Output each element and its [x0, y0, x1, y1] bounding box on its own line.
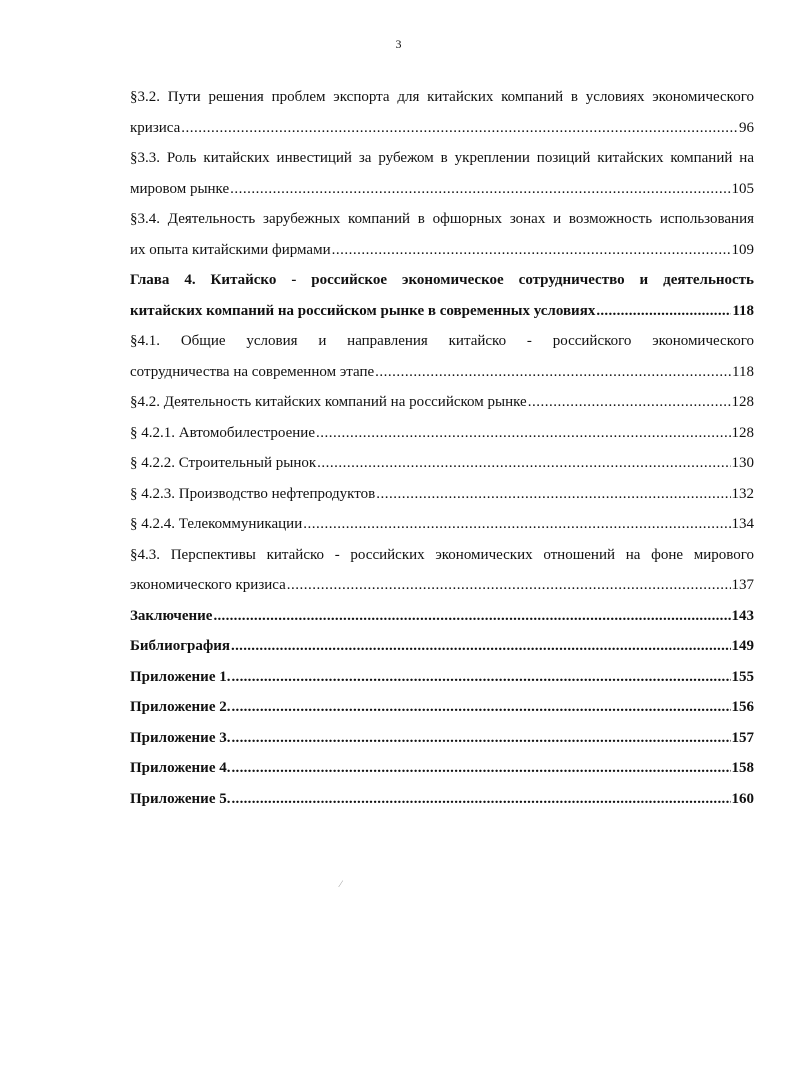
toc-page-number: 134: [731, 516, 754, 532]
dot-leader: [231, 631, 730, 662]
toc-page-number: 132: [731, 485, 754, 502]
toc-entry-title: § 4.2.4. Телекоммуникации: [130, 516, 303, 532]
toc-page-number: 155: [731, 668, 754, 685]
toc-entry-appendix-1[interactable]: [130, 662, 754, 693]
toc-page-number: 137: [731, 577, 754, 593]
dot-leader: [231, 753, 730, 784]
toc-entry-3-3[interactable]: [130, 143, 754, 204]
toc-entry-title: § 4.2.3. Производство нефтепродуктов: [130, 485, 376, 502]
toc-entry-appendix-3[interactable]: [130, 723, 754, 754]
toc-page-number: 143: [731, 607, 754, 624]
toc-entry-title-line: §4.1. Общие условия и направления китайско - российского экономического: [130, 333, 754, 349]
dot-leader: [376, 479, 730, 510]
toc-entry-title-line: §3.2. Пути решения проблем экспорта для китайских компаний в условиях экономического: [130, 89, 754, 105]
toc-entry-4-2-4[interactable]: [130, 509, 754, 540]
toc-entry-4-1[interactable]: [130, 326, 754, 387]
dot-leader: [231, 784, 730, 815]
toc-entry-4-2[interactable]: [130, 387, 754, 418]
toc-page-number: 156: [731, 699, 754, 715]
dot-leader: [231, 662, 730, 693]
toc-entry-3-4[interactable]: [130, 204, 754, 265]
dot-leader: [317, 448, 730, 479]
dot-leader: [181, 113, 738, 144]
toc-page-number: 118: [732, 363, 754, 380]
dot-leader: [316, 418, 731, 449]
toc-entry-bibliography[interactable]: [130, 631, 754, 662]
toc-entry-title-end: китайских компаний на российском рынке в современных условиях: [130, 302, 596, 319]
dot-leader: [231, 723, 730, 754]
toc-entry-title-end: кризиса: [130, 119, 181, 136]
toc-page-number: 157: [731, 729, 754, 746]
toc-entry-title-end: сотрудничества на современном этапе: [130, 363, 375, 380]
toc-entry-title: Приложение 5.: [130, 790, 231, 807]
toc-page-number: 128: [731, 424, 754, 441]
dot-leader: [230, 174, 730, 205]
toc-entry-title: Приложение 2.: [130, 699, 231, 715]
toc-entry-title: Приложение 4.: [130, 760, 231, 776]
dot-leader: [596, 296, 731, 327]
toc-page-number: 105: [731, 180, 754, 197]
dot-leader: [287, 570, 731, 601]
toc-entry-title: Заключение: [130, 607, 213, 624]
toc-entry-title: Приложение 1.: [130, 668, 231, 685]
dot-leader: [375, 357, 731, 388]
toc-entry-title-line: Глава 4. Китайско - российское экономическое сотрудничество и деятельность: [130, 272, 754, 288]
toc-entry-4-2-1[interactable]: [130, 418, 754, 449]
toc-entry-title: Приложение 3.: [130, 729, 231, 746]
scan-mark: ⁄: [340, 879, 342, 889]
toc-page-number: 109: [731, 241, 754, 258]
toc-entry-title: Библиография: [130, 638, 231, 654]
toc-page-number: 160: [731, 790, 754, 807]
toc-entry-4-3[interactable]: [130, 540, 754, 601]
toc-entry-title: §4.2. Деятельность китайских компаний на российском рынке: [130, 394, 527, 410]
toc-page-number: 128: [731, 394, 754, 410]
toc-entry-conclusion[interactable]: [130, 601, 754, 632]
table-of-contents: [130, 82, 754, 814]
toc-entry-title: § 4.2.2. Строительный рынок: [130, 455, 317, 471]
toc-entry-appendix-4[interactable]: [130, 753, 754, 784]
page-number: 3: [395, 37, 402, 51]
toc-entry-4-2-2[interactable]: [130, 448, 754, 479]
toc-entry-title-end: их опыта китайскими фирмами: [130, 241, 331, 258]
dot-leader: [213, 601, 730, 632]
toc-entry-title-line: §3.4. Деятельность зарубежных компаний в офшорных зонах и возможность использования: [130, 211, 754, 227]
toc-entry-title-line: §4.3. Перспективы китайско - российских экономических отношений на фоне мирового: [130, 546, 754, 563]
toc-page-number: 130: [731, 455, 754, 471]
toc-entry-title: § 4.2.1. Автомобилестроение: [130, 424, 315, 441]
toc-page-number: 149: [731, 638, 754, 654]
toc-entry-appendix-5[interactable]: [130, 784, 754, 815]
toc-page-number: 118: [732, 302, 754, 319]
toc-entry-3-2[interactable]: [130, 82, 754, 143]
dot-leader: [528, 387, 731, 418]
toc-entry-title-line: §3.3. Роль китайских инвестиций за рубежом в укреплении позиций китайских компаний на: [130, 150, 754, 166]
toc-entry-4-2-3[interactable]: [130, 479, 754, 510]
dot-leader: [332, 235, 731, 266]
toc-page-number: 96: [739, 119, 754, 136]
toc-page-number: 158: [731, 760, 754, 776]
dot-leader: [231, 692, 730, 723]
toc-entry-title-end: мировом рынке: [130, 180, 230, 197]
dot-leader: [303, 509, 730, 540]
toc-entry-title-end: экономического кризиса: [130, 577, 286, 593]
toc-entry-appendix-2[interactable]: [130, 692, 754, 723]
toc-entry-chapter-4[interactable]: [130, 265, 754, 326]
